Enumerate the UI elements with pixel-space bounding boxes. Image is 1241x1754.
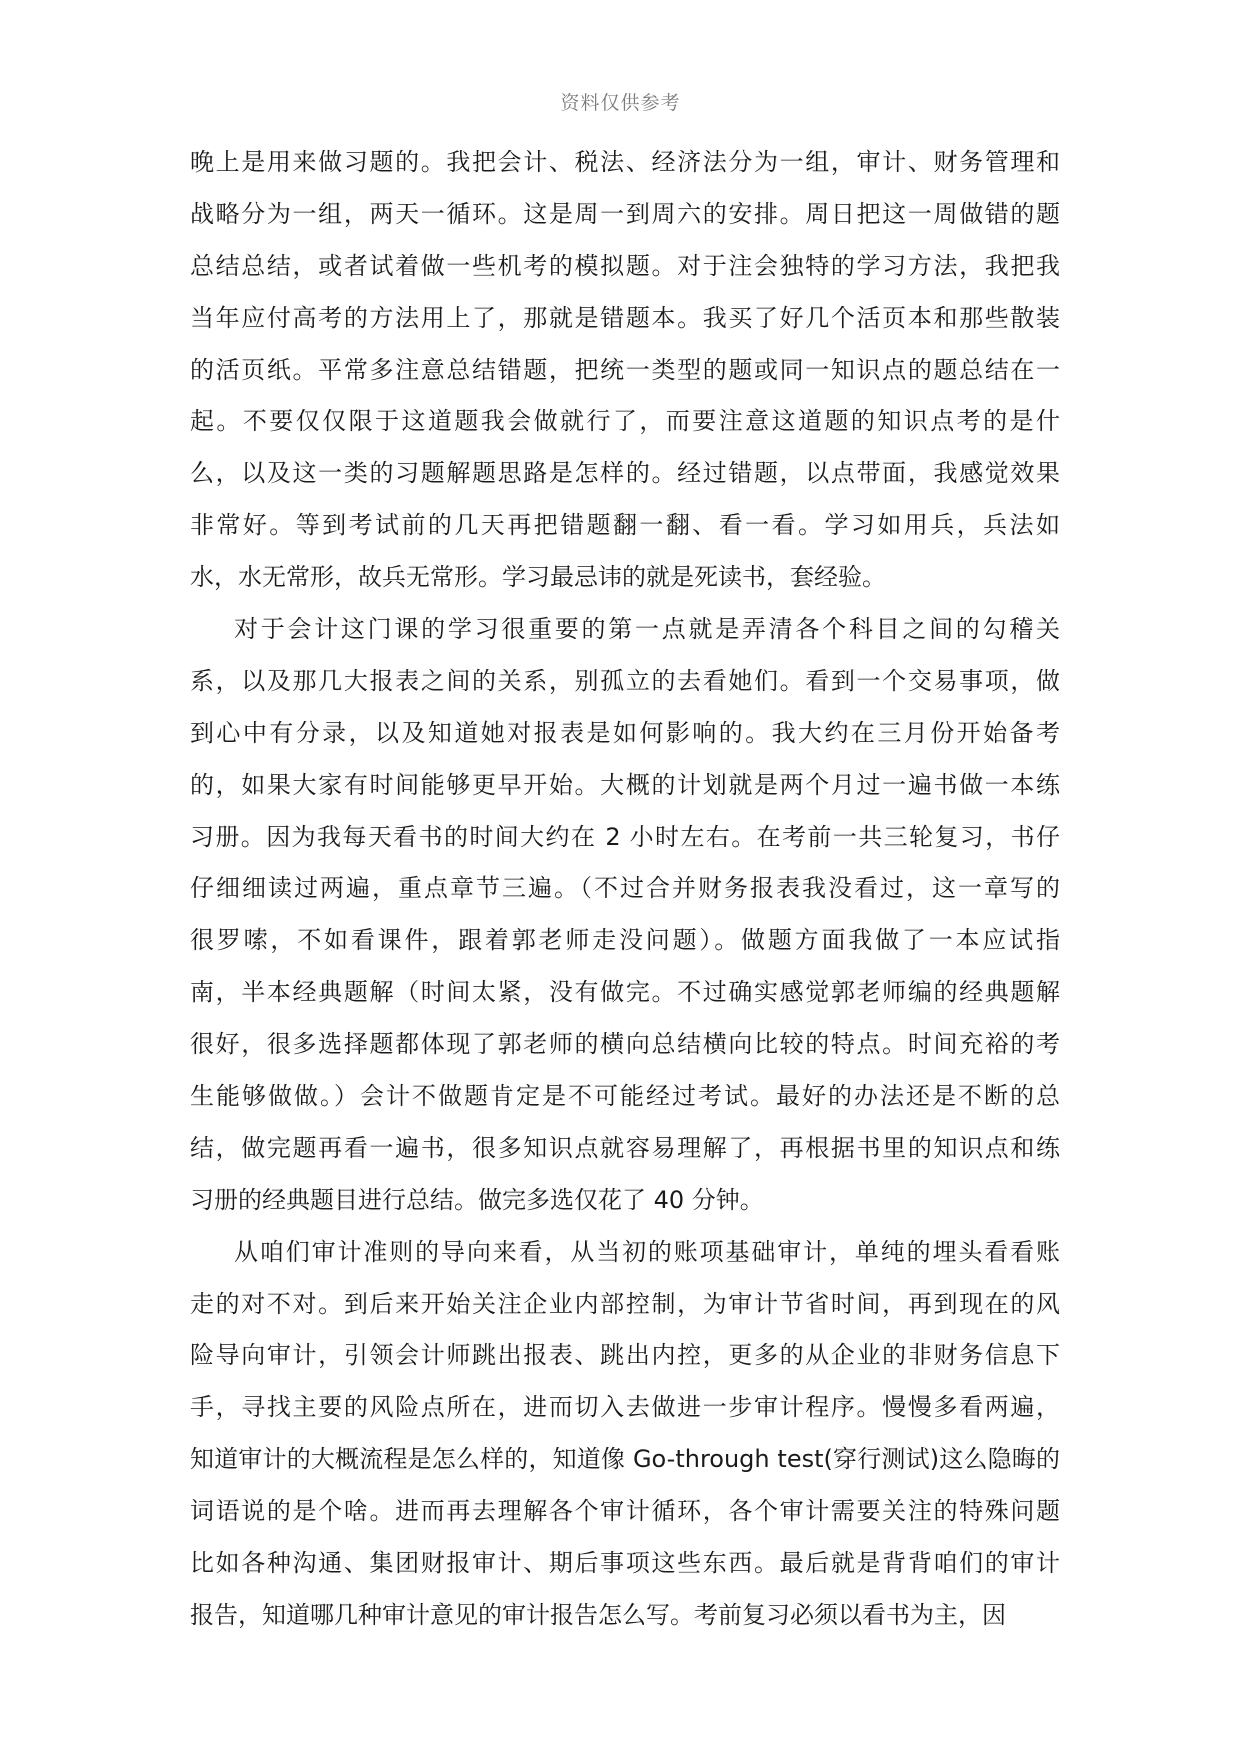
paragraph-line: 当年应付高考的方法用上了，那就是错题本。我买了好几个活页本和那些散装 — [190, 303, 1060, 332]
paragraph-line: 起。不要仅仅限于这道题我会做就行了，而要注意这道题的知识点考的是什 — [190, 407, 1060, 436]
paragraph-line: 晚上是用来做习题的。我把会计、税法、经济法分为一组，审计、财务管理和 — [190, 148, 1060, 176]
paragraph-line: 很罗嗦，不如看课件，跟着郭老师走没问题）。做题方面我做了一本应试指 — [190, 926, 1060, 955]
paragraph-line: 习册。因为我每天看书的时间大约在 2 小时左右。在考前一共三轮复习，书仔 — [190, 822, 1060, 851]
paragraph — [190, 150, 1060, 617]
paragraph-line: 的活页纸。平常多注意总结错题，把统一类型的题或同一知识点的题总结在一 — [190, 355, 1060, 384]
paragraph-line: 总结总结，或者试着做一些机考的模拟题。对于注会独特的学习方法，我把我 — [190, 251, 1060, 280]
paragraph-line: 习册的经典题目进行总结。做完多选仅花了 40 分钟。 — [190, 1185, 764, 1214]
paragraph — [190, 1237, 1060, 1655]
paragraph-line: 么，以及这一类的习题解题思路是怎样的。经过错题，以点带面，我感觉效果 — [190, 459, 1060, 488]
paragraph-line: 比如各种沟通、集团财报审计、期后事项这些东西。最后就是背背咱们的审计 — [190, 1549, 1060, 1578]
paragraph-line: 水，水无常形，故兵无常形。学习最忌讳的就是死读书，套经验。 — [190, 563, 886, 592]
paragraph-line: 手，寻找主要的风险点所在，进而切入去做进一步审计程序。慢慢多看两遍， — [190, 1393, 1060, 1422]
paragraph-line: 系，以及那几大报表之间的关系，别孤立的去看她们。看到一个交易事项，做 — [190, 666, 1060, 695]
paragraph-line: 报告，知道哪几种审计意见的审计报告怎么写。考前复习必须以看书为主，因 — [190, 1600, 1006, 1629]
paragraph-line: 仔细细读过两遍，重点章节三遍。（不过合并财务报表我没看过，这一章写的 — [190, 874, 1060, 903]
paragraph-line: 险导向审计，引领会计师跳出报表、跳出内控，更多的从企业的非财务信息下 — [190, 1341, 1060, 1370]
document-body — [190, 150, 1060, 1655]
paragraph-line: 知道审计的大概流程是怎么样的，知道像 Go-through test(穿行测试)这么隐晦的 — [190, 1445, 1060, 1474]
paragraph-line: 走的对不对。到后来开始关注企业内部控制，为审计节省时间，再到现在的风 — [190, 1289, 1060, 1318]
page-header: 资料仅供参考 — [560, 92, 681, 114]
paragraph-line: 从咱们审计准则的导向来看，从当初的账项基础审计，单纯的埋头看看账 — [234, 1237, 1060, 1266]
paragraph-line: 对于会计这门课的学习很重要的第一点就是弄清各个科目之间的勾稽关 — [234, 615, 1060, 644]
paragraph-line: 非常好。等到考试前的几天再把错题翻一翻、看一看。学习如用兵，兵法如 — [190, 511, 1060, 540]
paragraph-line: 结，做完题再看一遍书，很多知识点就容易理解了，再根据书里的知识点和练 — [190, 1133, 1060, 1162]
paragraph-line: 战略分为一组，两天一循环。这是周一到周六的安排。周日把这一周做错的题 — [190, 199, 1060, 228]
paragraph-line: 的，如果大家有时间能够更早开始。大概的计划就是两个月过一遍书做一本练 — [190, 770, 1060, 799]
paragraph-line: 词语说的是个啥。进而再去理解各个审计循环，各个审计需要关注的特殊问题 — [190, 1497, 1060, 1526]
paragraph-line: 南，半本经典题解（时间太紧，没有做完。不过确实感觉郭老师编的经典题解 — [190, 978, 1060, 1007]
paragraph — [190, 617, 1060, 1240]
paragraph-line: 生能够做做。）会计不做题肯定是不可能经过考试。最好的办法还是不断的总 — [190, 1082, 1060, 1111]
paragraph-line: 到心中有分录，以及知道她对报表是如何影响的。我大约在三月份开始备考 — [190, 718, 1060, 747]
paragraph-line: 很好，很多选择题都体现了郭老师的横向总结横向比较的特点。时间充裕的考 — [190, 1030, 1060, 1059]
